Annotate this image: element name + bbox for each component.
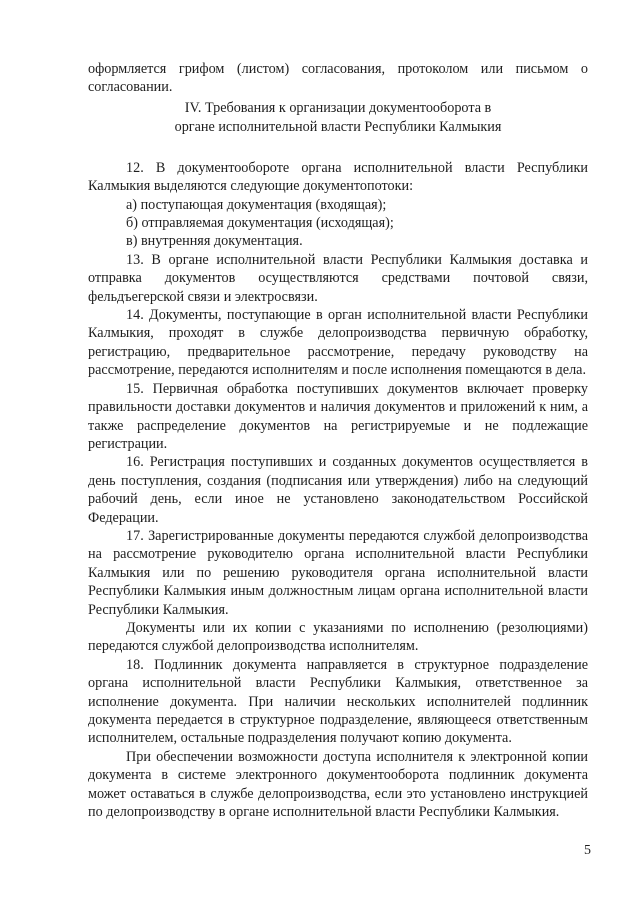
list-item-b: б) отправляемая документация (исходящая);	[126, 215, 394, 232]
list-item-a: а) поступающая документация (входящая);	[126, 196, 387, 213]
paragraph-17-resolutions: Документы или их копии с указаниями по исполнению (резолюциями) передаются службой делопроизводства исполнителям.	[88, 619, 588, 655]
section-title-line-2: органе исполнительной власти Республики Калмыкия	[174, 118, 502, 135]
section-title-line-1: IV. Требования к организации документооборота в	[184, 99, 492, 116]
paragraph-15: 15. Первичная обработка поступивших документов включает проверку правильности доставки документов и наличия документов и приложений к ним, а также распределение документов на регистрируемые и не подлежащие регистрации.	[88, 380, 588, 452]
paragraph-18: 18. Подлинник документа направляется в структурное подразделение органа исполнительной власти Республики Калмыкия, ответственное за исполнение документа. При наличии нескольких исполнителей подлинник документа передается в структурное подразделение, являющееся ответственным исполнителем, остальные подразделения получают копию документа.	[88, 656, 588, 747]
paragraph-14: 14. Документы, поступающие в орган исполнительной власти Республики Калмыкия, проходят в службе делопроизводства первичную обработку, регистрацию, предварительное рассмотрение, передачу руководству на рассмотрение, передаются исполнителям и после исполнения помещаются в дела.	[88, 307, 588, 379]
list-item-c: в) внутренняя документация.	[126, 233, 303, 250]
page-number: 5	[584, 843, 591, 858]
paragraph-16: 16. Регистрация поступивших и созданных документов осуществляется в день поступления, создания (подписания или утверждения) либо на следующий рабочий день, если иное не установлено законодательством Российской Федерации.	[88, 454, 588, 526]
paragraph-12: 12. В документообороте органа исполнительной власти Республики Калмыкия выделяются следующие документопотоки:	[88, 159, 588, 195]
paragraph-18-electronic-copy: При обеспечении возможности доступа исполнителя к электронной копии документа в системе электронного документооборота подлинник документа может оставаться в службе делопроизводства, если это установлено инструкцией по делопроизводству в органе исполнительной власти Республики Калмыкия.	[88, 748, 588, 821]
section-heading	[88, 99, 588, 137]
intro-paragraph: оформляется грифом (листом) согласования, протоколом или письмом о согласовании.	[88, 61, 588, 96]
paragraph-13: 13. В органе исполнительной власти Республики Калмыкия доставка и отправка документов осуществляются средствами почтовой связи, фельдъегерской связи и электросвязи.	[88, 251, 588, 305]
paragraph-17: 17. Зарегистрированные документы передаются службой делопроизводства на рассмотрение руководителю органа исполнительной власти Республики Калмыкия или по решению руководителя органа исполнительной власти Республики Калмыкия иным должностным лицам органа исполнительной власти Республики Калмыкия.	[88, 527, 588, 618]
document-page	[88, 60, 588, 821]
